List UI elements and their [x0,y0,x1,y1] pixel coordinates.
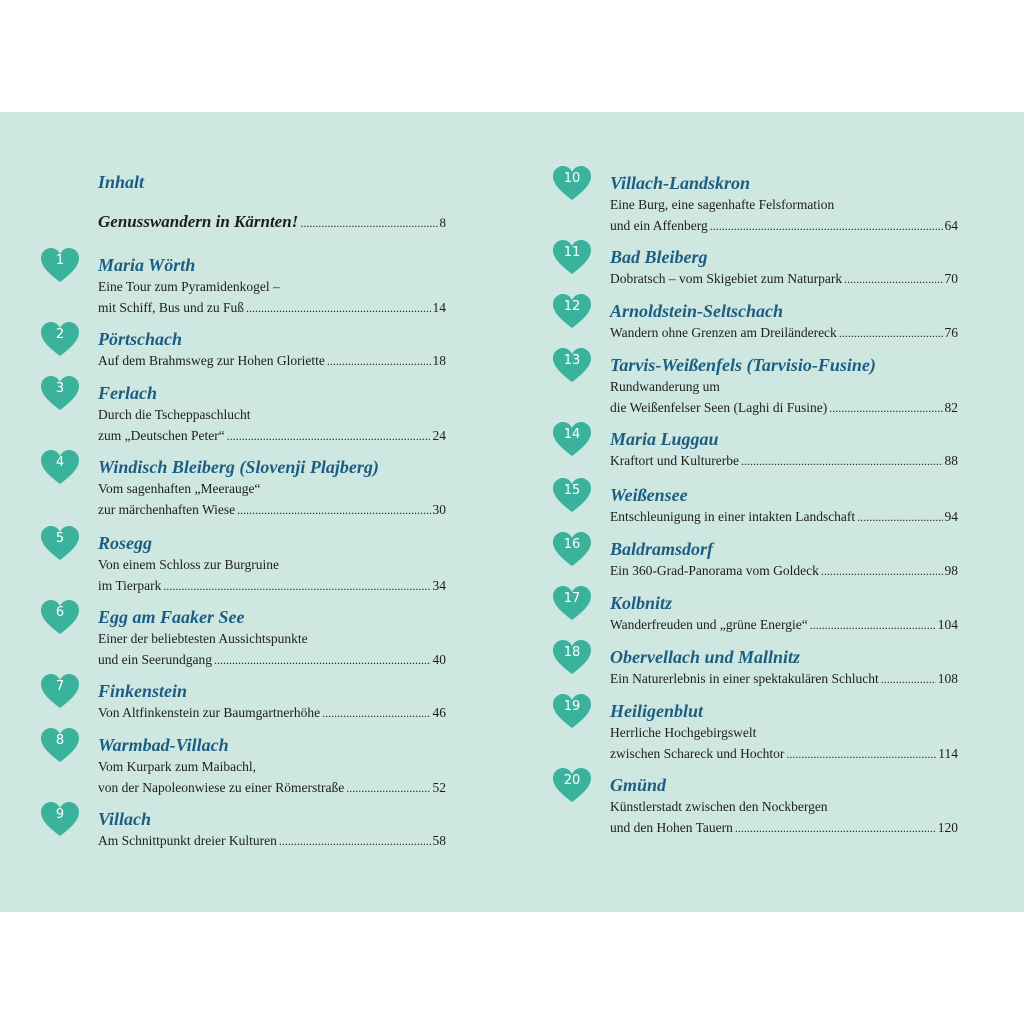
line-text: und ein Seerundgang [98,652,212,667]
entry-number: 19 [563,699,581,714]
entry-description [98,404,446,447]
description-line [610,796,958,817]
description-line [98,830,446,852]
description-line [98,702,446,724]
heart-icon [552,586,592,622]
line-text: zum „Deutschen Peter“ [98,428,225,443]
description-line [98,649,446,671]
entry-description [98,628,446,671]
heart-icon [40,674,80,710]
entry-description [98,702,446,724]
line-text: und ein Affenberg [610,218,708,233]
dot-leader [829,398,942,419]
dot-leader [710,216,943,237]
entry-number: 6 [55,605,65,620]
entry-description [98,830,446,852]
entry-description [610,376,958,419]
toc-entry-11[interactable] [563,245,958,290]
heart-icon [40,376,80,412]
toc-entry-14[interactable] [563,427,958,472]
page-number: 64 [944,218,958,233]
description-line [98,350,446,372]
page-number: 8 [439,215,446,230]
line-text: Kraftort und Kulturerbe [610,453,739,468]
page-number: 82 [944,400,958,415]
description-line [98,297,446,319]
dot-leader [327,351,431,372]
heart-icon [552,422,592,458]
dot-leader [839,323,943,344]
description-line [98,575,446,597]
page-number: 24 [432,428,446,443]
line-text: zwischen Schareck und Hochtor [610,746,785,761]
description-line [610,194,958,215]
description-line [610,560,958,582]
dot-leader [735,818,936,839]
description-line [98,404,446,425]
entry-number: 1 [55,253,65,268]
dot-leader [300,216,437,231]
entry-description [98,554,446,597]
toc-entry-9[interactable] [55,807,446,852]
toc-entry-20[interactable] [563,773,958,839]
page-number: 30 [432,502,446,517]
dot-leader [844,269,942,290]
entry-number: 11 [563,245,581,260]
heart-icon [40,600,80,636]
entry-number: 5 [55,531,65,546]
entry-title: Egg am Faaker See [98,607,245,627]
description-line [610,668,958,690]
line-text: die Weißenfelser Seen (Laghi di Fusine) [610,400,828,415]
entry-title: Heiligenblut [610,701,704,721]
entry-title: Maria Luggau [610,429,719,449]
entry-title: Gmünd [610,775,667,795]
entry-number: 14 [563,427,581,442]
entry-number: 20 [563,773,581,788]
entry-title: Warmbad-Villach [98,735,229,755]
entry-title: Obervellach und Mallnitz [610,647,801,667]
description-line [98,756,446,777]
line-text: Herrliche Hochgebirgswelt [610,725,757,740]
description-line [98,478,446,499]
toc-entry-4[interactable] [55,455,446,521]
entry-number: 4 [55,455,65,470]
heart-icon [552,294,592,330]
toc-entry-10[interactable] [563,171,958,237]
heart-icon [40,450,80,486]
toc-entry-17[interactable] [563,591,958,636]
line-text: Wandern ohne Grenzen am Dreiländereck [610,325,837,340]
description-line [610,817,958,839]
page-number: 94 [944,509,958,524]
entry-title: Pörtschach [98,329,183,349]
heart-icon [552,348,592,384]
line-text: Am Schnittpunkt dreier Kulturen [98,833,277,848]
entry-title: Arnoldstein-Seltschach [610,301,784,321]
description-line [610,215,958,237]
page-number: 46 [432,705,446,720]
page-number: 108 [937,671,958,686]
entry-title: Kolbnitz [610,593,673,613]
heart-icon [552,532,592,568]
entry-title: Weißensee [610,485,688,505]
entry-number: 13 [563,353,581,368]
line-text: Dobratsch – vom Skigebiet zum Naturpark [610,271,843,286]
description-line [98,276,446,297]
line-text: Ein 360-Grad-Panorama vom Goldeck [610,563,819,578]
entry-number: 18 [563,645,581,660]
dot-leader [322,703,430,724]
page-number: 58 [432,833,446,848]
heart-icon [40,802,80,838]
entry-title: Ferlach [98,383,158,403]
entry-title: Baldramsdorf [610,539,714,559]
intro-title: Genusswandern in Kärnten! [98,212,299,231]
heart-icon [552,166,592,202]
toc-entry-1[interactable] [55,253,446,319]
entry-title: Bad Bleiberg [610,247,708,267]
heart-icon [552,240,592,276]
toc-entry-12[interactable] [563,299,958,344]
entry-number: 9 [55,807,65,822]
toc-entry-intro[interactable] [98,212,446,232]
toc-entry-15[interactable] [563,483,958,528]
page-number: 14 [432,300,446,315]
toc-entry-7[interactable] [55,679,446,724]
description-line [610,397,958,419]
description-line [98,777,446,799]
page-number: 98 [944,563,958,578]
heart-icon [552,694,592,730]
entry-description [610,322,958,344]
toc-entry-8[interactable] [55,733,446,799]
line-text: Wanderfreuden und „grüne Energie“ [610,617,808,632]
entry-description [610,506,958,528]
entry-description [98,478,446,521]
entry-number: 3 [55,381,65,396]
toc-entry-16[interactable] [563,537,958,582]
description-line [98,425,446,447]
entry-description [98,350,446,372]
toc-entry-6[interactable] [55,605,446,671]
dot-leader [741,451,943,472]
entry-description [610,560,958,582]
line-text: Auf dem Brahmsweg zur Hohen Gloriette [98,353,325,368]
entry-number: 10 [563,171,581,186]
entry-description [610,722,958,765]
line-text: von der Napoleonwiese zu einer Römerstraße [98,780,345,795]
line-text: Ein Naturerlebnis in einer spektakulären Schlucht [610,671,879,686]
description-line [610,506,958,528]
line-text: Einer der beliebtesten Aussichtspunkte [98,631,308,646]
description-line [98,499,446,521]
description-line [98,554,446,575]
toc-entry-13[interactable] [563,353,958,419]
description-line [610,450,958,472]
description-line [610,376,958,397]
line-text: Rundwanderung um [610,379,720,394]
line-text: Vom Kurpark zum Maibachl, [98,759,256,774]
entry-number: 8 [55,733,65,748]
page-number: 104 [937,617,958,632]
line-text: Eine Tour zum Pyramidenkogel – [98,279,280,294]
entry-title: Finkenstein [98,681,188,701]
page-number: 120 [937,820,958,835]
entry-number: 15 [563,483,581,498]
entry-title: Maria Wörth [98,255,196,275]
page-number: 18 [432,353,446,368]
line-text: Eine Burg, eine sagenhafte Felsformation [610,197,835,212]
toc-entry-5[interactable] [55,531,446,597]
heart-icon [40,526,80,562]
entry-title: Villach-Landskron [610,173,751,193]
line-text: und den Hohen Tauern [610,820,733,835]
toc-entry-18[interactable] [563,645,958,690]
page-number: 34 [432,578,446,593]
dot-leader [810,615,936,636]
entry-description [98,276,446,319]
entry-title: Villach [98,809,152,829]
line-text: mit Schiff, Bus und zu Fuß [98,300,245,315]
dot-leader [786,744,936,765]
dot-leader [227,426,431,447]
dot-leader [246,298,430,319]
line-text: Von Altfinkenstein zur Baumgartnerhöhe [98,705,321,720]
description-line [610,614,958,636]
toc-title: Inhalt [98,172,145,192]
entry-description [610,194,958,237]
heart-icon [40,322,80,358]
entry-number: 16 [563,537,581,552]
line-text: zur märchenhaften Wiese [98,502,236,517]
entry-description [610,450,958,472]
toc-entry-19[interactable] [563,699,958,765]
page-number: 76 [944,325,958,340]
entry-number: 7 [55,679,65,694]
dot-leader [214,650,431,671]
description-line [610,322,958,344]
toc-entry-2[interactable] [55,327,446,372]
entry-description [98,756,446,799]
dot-leader [237,500,430,521]
description-line [98,628,446,649]
page-number: 40 [432,652,446,667]
entry-number: 12 [563,299,581,314]
entry-description [610,796,958,839]
page-number: 70 [944,271,958,286]
dot-leader [857,507,942,528]
toc-entry-3[interactable] [55,381,446,447]
heart-icon [552,640,592,676]
dot-leader [346,778,430,799]
page-number: 114 [938,746,958,761]
line-text: Entschleunigung in einer intakten Landschaft [610,509,856,524]
dot-leader [279,831,431,852]
line-text: Künstlerstadt zwischen den Nockbergen [610,799,828,814]
heart-icon [40,248,80,284]
dot-leader [163,576,430,597]
page-number: 52 [432,780,446,795]
line-text: Durch die Tscheppaschlucht [98,407,251,422]
dot-leader [821,561,943,582]
dot-leader [881,669,936,690]
entry-description [610,668,958,690]
entry-description [610,614,958,636]
line-text: Von einem Schloss zur Burgruine [98,557,279,572]
page-number: 88 [944,453,958,468]
entry-number: 17 [563,591,581,606]
entry-number: 2 [55,327,65,342]
entry-description [610,268,958,290]
line-text: im Tierpark [98,578,162,593]
entry-title: Windisch Bleiberg (Slovenji Plajberg) [98,457,379,477]
line-text: Vom sagenhaften „Meerauge“ [98,481,261,496]
entry-title: Tarvis-Weißenfels (Tarvisio-Fusine) [610,355,876,375]
description-line [610,722,958,743]
description-line [610,268,958,290]
description-line [610,743,958,765]
heart-icon [40,728,80,764]
entry-title: Rosegg [98,533,152,553]
heart-icon [552,478,592,514]
heart-icon [552,768,592,804]
